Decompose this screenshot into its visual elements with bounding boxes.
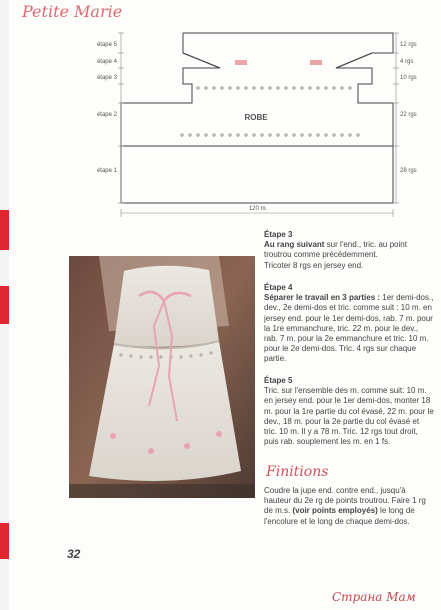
pattern-diagram <box>0 0 441 240</box>
finitions-text2: le long de l'encolure et le long de chaque demi-dos. <box>264 506 415 526</box>
step5-text: Tric. sur l'ensemble des m. comme suit: 10 m. en jersey end. pour le 1er demi-dos, monter 18 m. pour la 1re partie du col évasé, 22 m. pour le dev., 18 m. pour la 2e partie du col évasé et tric. 10 m. Il y a 78 m. Tric. 12 rgs tout droit, puis rab. souplement les m. en 1 fs. <box>264 386 434 447</box>
step3-line2: Tricoter 8 rgs en jersey end. <box>264 260 364 270</box>
step-label: étape 1 <box>96 168 117 174</box>
red-tab <box>0 286 9 324</box>
row-count-label: 4 rgs <box>400 59 414 65</box>
step3-section <box>264 230 434 271</box>
row-count-label: 28 rgs <box>400 168 417 174</box>
step4-bold: Séparer le travail en 3 parties : <box>264 293 381 303</box>
step-label: étape 3 <box>96 75 117 81</box>
watermark: Страна Мам <box>332 590 416 604</box>
step4-heading: Étape 4 <box>264 283 293 292</box>
finitions-text1: Coudre la jupe end. contre end., jusqu'à hauteur du 2e rg de points troutrou. Faire 1 rg de m.s. <box>264 486 426 516</box>
finitions-bold: (voir points employés) <box>292 506 378 516</box>
page-title: Petite Marie <box>22 2 123 21</box>
row-count-label: 22 rgs <box>400 112 417 118</box>
knitted-dress-photo <box>69 256 255 498</box>
step3-bold: Au rang suivant <box>264 240 325 250</box>
step4-section <box>264 283 434 365</box>
width-label: 120 m. <box>248 206 268 212</box>
diagram-center-label: ROBE <box>244 113 268 122</box>
step-label: étape 4 <box>96 59 117 65</box>
row-count-label: 10 rgs <box>400 75 417 81</box>
step4-text: 1er demi-dos., dev., 2e demi-dos et tric. comme suit : 10 m. en jersey end. pour le 1er demi-dos, rab. 7 m. pour la 1re emmanchure, tric. 22 m. pour le dev., rab. 7 m. pour la 2e emmanchure et tric. 10 m. pour le 2e demi-dos. Tric. 4 rgs sur chaque partie. <box>264 293 434 364</box>
finitions-heading: Finitions <box>266 464 329 480</box>
step3-heading: Étape 3 <box>264 230 293 239</box>
finitions-section <box>264 486 434 527</box>
step5-heading: Étape 5 <box>264 376 293 385</box>
step3-text: sur l'end., tric. au point troutrou comme précédemment. <box>264 240 407 260</box>
page-number: 32 <box>67 547 81 561</box>
step-label: étape 2 <box>96 112 117 118</box>
step5-section <box>264 376 434 447</box>
red-tab <box>0 523 9 559</box>
step-label: étape 5 <box>96 42 117 48</box>
row-count-label: 12 rgs <box>400 42 417 48</box>
